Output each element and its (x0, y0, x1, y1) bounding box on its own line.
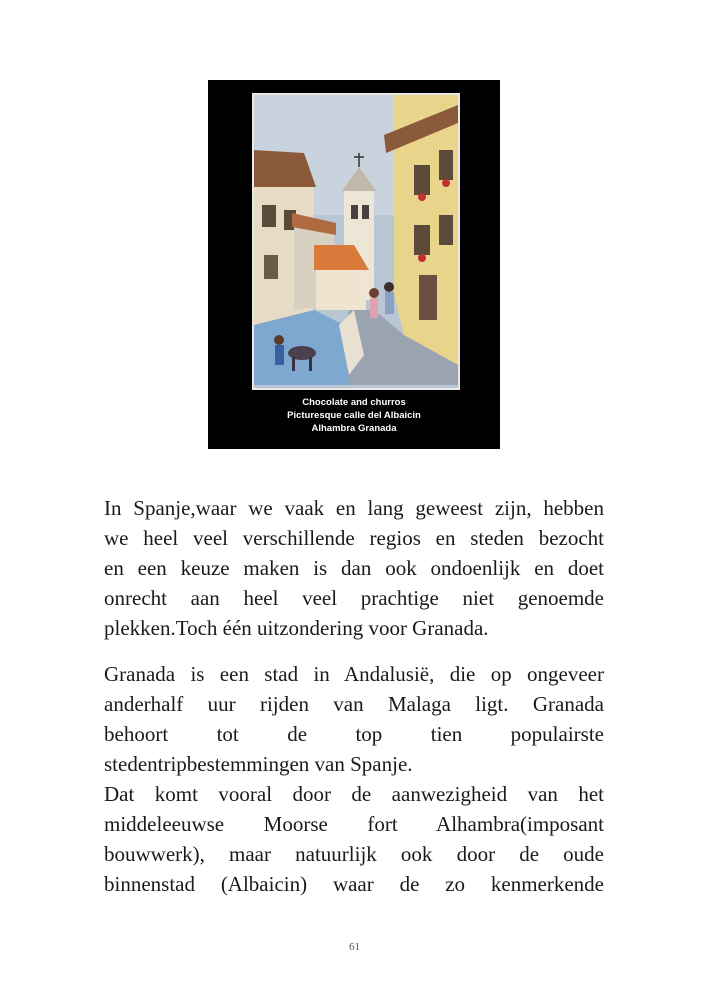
paragraph-2 (104, 659, 604, 899)
text-line: plekken.Toch één uitzondering voor Granada. (104, 616, 489, 640)
page-number: 61 (349, 941, 360, 953)
caption-line: Picturesque calle del Albaicin (287, 410, 421, 421)
figure-caption (208, 396, 500, 435)
text-line: onrecht aan heel veel prachtige niet genoemde (104, 586, 604, 610)
text-line: stedentripbestemmingen van Spanje. (104, 752, 413, 776)
text-line: middeleeuwse Moorse fort Alhambra(imposant (104, 812, 604, 836)
text-line: Granada is een stad in Andalusië, die op ongeveer (104, 662, 604, 686)
text-line: behoort tot de top tien populairste (104, 722, 604, 746)
text-line: In Spanje,waar we vaak en lang geweest zijn, hebben (104, 496, 604, 520)
text-line: Dat komt vooral door de aanwezigheid van het (104, 782, 604, 806)
text-line: binnenstad (Albaicin) waar de zo kenmerkende (104, 872, 604, 896)
paragraph-1 (104, 493, 604, 643)
text-line: anderhalf uur rijden van Malaga ligt. Granada (104, 692, 604, 716)
text-line: en een keuze maken is dan ook ondoenlijk en doet (104, 556, 604, 580)
figure-frame (208, 80, 500, 449)
text-line: bouwwerk), maar natuurlijk ook door de oude (104, 842, 604, 866)
street-painting-image (252, 93, 460, 390)
caption-line: Chocolate and churros (302, 397, 406, 408)
text-line: we heel veel verschillende regios en steden bezocht (104, 526, 604, 550)
caption-line: Alhambra Granada (311, 423, 397, 434)
